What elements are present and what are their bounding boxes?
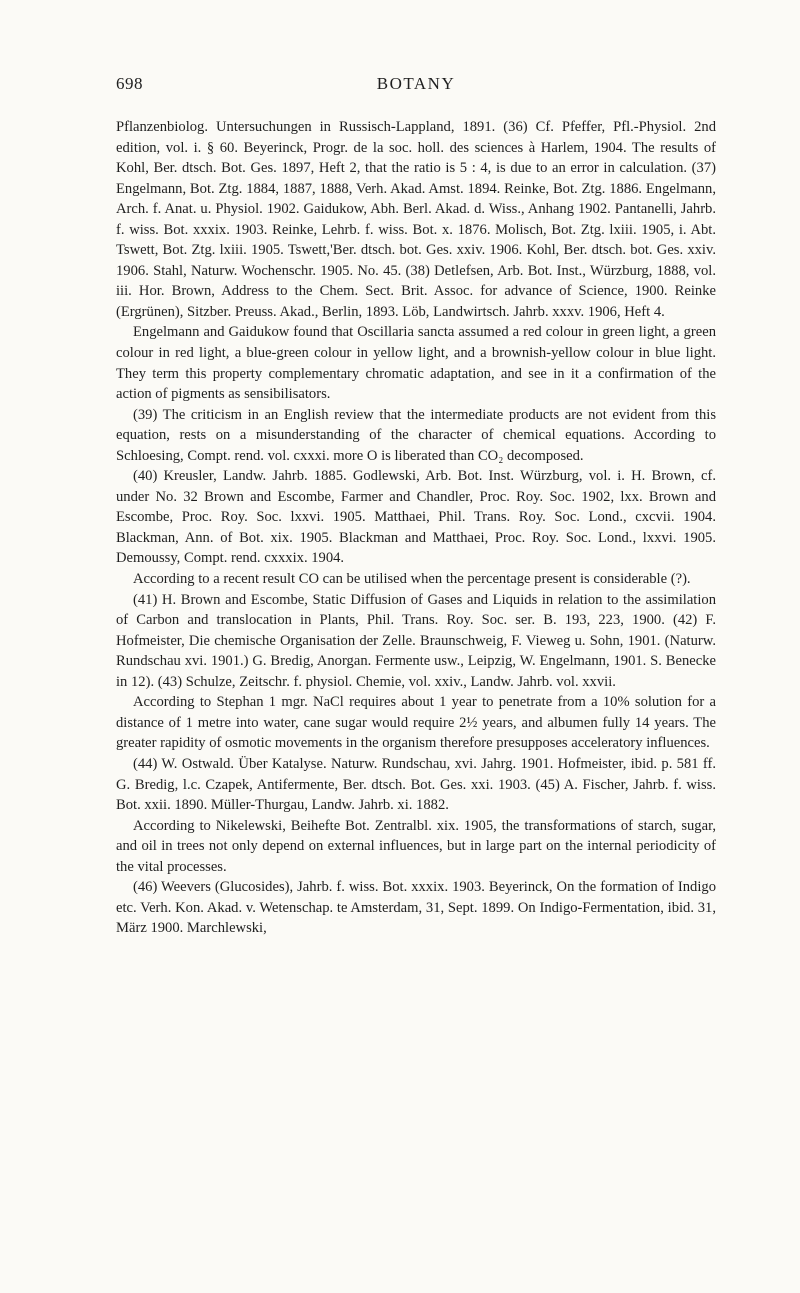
note-paragraph: Engelmann and Gaidukow found that Oscillaria sancta assumed a red colour in green light, a green colour in red light, a blue-green colour in yellow light, and a brownish-yellow colour in blue light. They term this property complementary chromatic adaptation, and see in it a confirmation of the action of pigments as sensibilisators.: [116, 324, 716, 403]
note-paragraph: (46) Weevers (Glucosides), Jahrb. f. wiss. Bot. xxxix. 1903. Beyerinck, On the formation of Indigo etc. Verh. Kon. Akad. v. Wetenschap. te Amsterdam, 31, Sept. 1899. On Indigo-Fermentation, ibid. 31, März 1900. Marchlewski,: [116, 879, 716, 937]
note-paragraph: Pflanzenbiolog. Untersuchungen in Russisch-Lappland, 1891. (36) Cf. Pfeffer, Pfl.-Physiol. 2nd edition, vol. i. § 60. Beyerinck, Progr. de la soc. holl. des sciences à Harlem, 1904. The results of Kohl, Ber. dtsch. Bot. Ges. 1897, Heft 2, that the ratio is 5 : 4, is due to an error in calculation. (37) Engelmann, Bot. Ztg. 1884, 1887, 1888, Verh. Akad. Amst. 1894. Reinke, Bot. Ztg. 1886. Engelmann, Arch. f. Anat. u. Physiol. 1902. Gaidukow, Abh. Berl. Akad. d. Wiss., Anhang 1902. Pantanelli, Jahrb. f. wiss. Bot. xxxix. 1903. Reinke, Lehrb. f. wiss. Bot. x. 1876. Molisch, Bot. Ztg. lxiii. 1905, i. Abt. Tswett, Bot. Ztg. lxiii. 1905. Tswett,'Ber. dtsch. bot. Ges. xxiv. 1906. Kohl, Ber. dtsch. bot. Ges. xxiv. 1906. Stahl, Naturw. Wochenschr. 1905. No. 45. (38) Detlefsen, Arb. Bot. Inst., Würzburg, 1888, vol. iii. Hor. Brown, Address to the Chem. Sect. Brit. Assoc. for advance of Science, 1900. Reinke (Ergrünen), Sitzber. Preuss. Akad., Berlin, 1893. Löb, Landwirtsch. Jahrb. xxxv. 1906, Heft 4.: [116, 119, 716, 320]
note-paragraph: (44) W. Ostwald. Über Katalyse. Naturw. Rundschau, xvi. Jahrg. 1901. Hofmeister, ibid. p. 581 ff. G. Bredig, l.c. Czapek, Antifermente, Ber. dtsch. Bot. Ges. xxi. 1903. (45) A. Fischer, Jahrb. f. wiss. Bot. xxii. 1890. Müller-Thurgau, Landw. Jahrb. xi. 1882.: [116, 755, 716, 814]
notes-body: [116, 117, 716, 939]
note-paragraph: (39) The criticism in an English review that the intermediate products are not evident from this equation, rests on a misunderstanding of the character of chemical equations. According to Schloesing, Compt. rend. vol. cxxxi. more O is liberated than CO₂ decomposed.: [116, 406, 716, 464]
note-paragraph: According to a recent result CO can be utilised when the percentage present is considerable (?).: [133, 571, 691, 588]
page-number: 698: [116, 74, 143, 93]
note-paragraph: (41) H. Brown and Escombe, Static Diffusion of Gases and Liquids in relation to the assimilation of Carbon and translocation in Plants, Phil. Trans. Roy. Soc. ser. B. 193, 223, 1900. (42) F. Hofmeister, Die chemische Organisation der Zelle. Braunschweig, F. Vieweg u. Sohn, 1901. (Naturw. Rundschau xvi. 1901.) G. Bredig, Anorgan. Fermente usw., Leipzig, W. Engelmann, 1901. S. Benecke in 12). (43) Schulze, Zeitschr. f. physiol. Chemie, vol. xxiv., Landw. Jahrb. vol. xxvii.: [116, 591, 716, 690]
page-title: BOTANY: [376, 74, 456, 93]
note-paragraph: (40) Kreusler, Landw. Jahrb. 1885. Godlewski, Arb. Bot. Inst. Würzburg, vol. i. H. Brown, cf. under No. 32 Brown and Escombe, Farmer and Chandler, Proc. Roy. Soc. 1902, lxx. Brown and Escombe, Proc. Roy. Soc. lxxvi. 1905. Matthaei, Phil. Trans. Roy. Soc. Lond., cxcvii. 1904. Blackman, Ann. of Bot. xix. 1905. Blackman and Matthaei, Proc. Roy. Soc. Lond., lxxvi. 1905. Demoussy, Compt. rend. cxxxix. 1904.: [116, 468, 716, 567]
note-paragraph: According to Nikelewski, Beihefte Bot. Zentralbl. xix. 1905, the transformations of starch, sugar, and oil in trees not only depend on external influences, but in large part on the internal periodicity of the vital processes.: [116, 817, 716, 875]
note-paragraph: According to Stephan 1 mgr. NaCl requires about 1 year to penetrate from a 10% solution for a distance of 1 metre into water, cane sugar would require 2½ years, and albumen fully 14 years. The greater rapidity of osmotic movements in the organism therefore presupposes acceleratory influences.: [116, 694, 716, 752]
running-head: [116, 74, 716, 100]
